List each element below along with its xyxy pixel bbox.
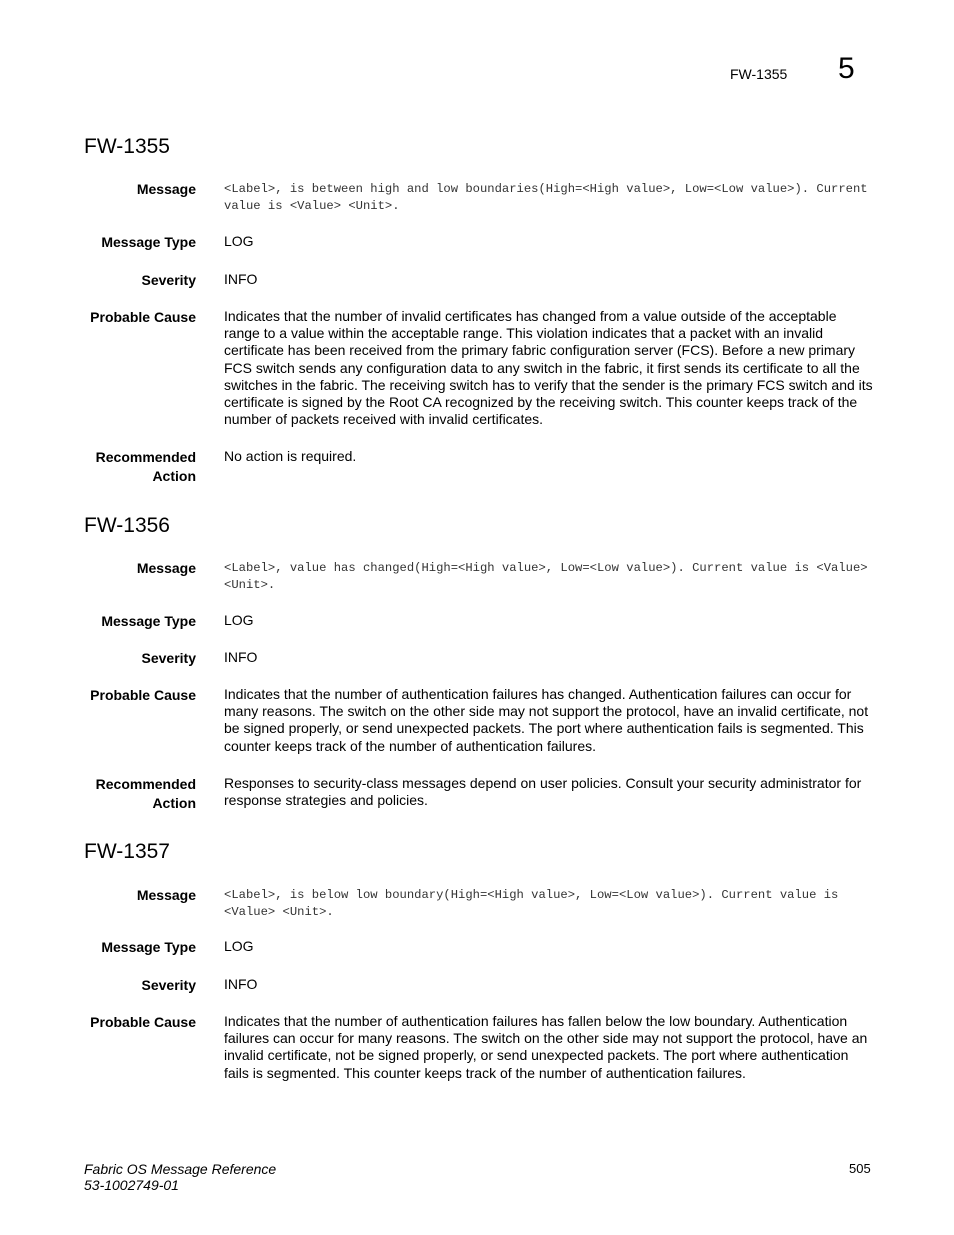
footer-page-number: 505 [849, 1161, 871, 1176]
severity-value: INFO [224, 976, 258, 992]
footer-doc-number: 53-1002749-01 [84, 1177, 179, 1193]
message-label: Message [136, 887, 196, 903]
severity-label: Severity [141, 272, 196, 288]
footer-doc-info [84, 1161, 276, 1193]
section-fw-1355 [84, 135, 884, 484]
message-type-label: Message Type [101, 234, 196, 250]
chapter-number: 5 [838, 52, 855, 85]
message-type-label: Message Type [101, 939, 196, 955]
section-fw-1356 [84, 514, 884, 811]
message-label: Message [136, 560, 196, 576]
running-header-title: FW-1355 [730, 66, 788, 82]
section-title: FW-1356 [84, 514, 170, 537]
message-type-value: LOG [224, 938, 254, 954]
message-type-value: LOG [224, 612, 254, 628]
severity-value: INFO [224, 649, 258, 665]
message-type-value: LOG [224, 233, 254, 249]
message-text: <Label>, value has changed(High=<High value>, Low=<Low value>). Current value is <Value> <Unit>. [224, 561, 868, 592]
probable-cause-label: Probable Cause [90, 1014, 196, 1030]
recommended-label-line2: Action [152, 795, 196, 811]
probable-cause-label: Probable Cause [90, 309, 196, 325]
severity-label: Severity [141, 977, 196, 993]
message-type-label: Message Type [101, 613, 196, 629]
message-text: <Label>, is below low boundary(High=<High value>, Low=<Low value>). Current value is <Value> <Unit>. [224, 888, 839, 919]
probable-cause-text: Indicates that the number of invalid certificates has changed from a value outside of the acceptable range to a value within the acceptable range. This violation indicates that a packet with an invalid certificate has been received from the primary fabric configuration server (FCS). Before a new primary FCS switch sends any configuration data to any switch in the fabric, it first sends its certificate to all the switches in the fabric. The receiving switch has to verify that the sender is the primary FCS switch and its certificate is signed by the Root CA recognized by the receiving switch. This counter keeps track of the number of packets received with invalid certificates. [224, 308, 873, 428]
probable-cause-text: Indicates that the number of authentication failures has changed. Authentication failures can occur for many reasons. The switch on the other side may not support the protocol, have an invalid certificate, not be signed properly, or send unexpected packets. The port where authentication fails is segmented. This counter keeps track of the number of authentication failures. [224, 686, 869, 754]
probable-cause-label: Probable Cause [90, 687, 196, 703]
footer-doc-title: Fabric OS Message Reference [84, 1161, 277, 1177]
message-label: Message [136, 181, 196, 197]
severity-label: Severity [141, 650, 196, 666]
section-fw-1357 [84, 840, 884, 1081]
recommended-action-text: Responses to security-class messages depend on user policies. Consult your security administrator for response strategies and policies. [224, 775, 862, 809]
recommended-action-label [84, 775, 196, 813]
recommended-action-label [84, 448, 196, 486]
section-title: FW-1357 [84, 840, 170, 863]
recommended-label-line2: Action [152, 468, 196, 484]
message-text: <Label>, is between high and low boundaries(High=<High value>, Low=<Low value>). Current value is <Value> <Unit>. [224, 182, 868, 213]
probable-cause-text: Indicates that the number of authentication failures has fallen below the low boundary. Authentication failures can occur for many reasons. The switch on the other side may not support the protocol, have an invalid certificate, not be signed properly, or send unexpected packets. The port where authentication fails is segmented. This counter keeps track of the number of authentication failures. [224, 1013, 868, 1081]
section-title: FW-1355 [84, 135, 170, 158]
severity-value: INFO [224, 271, 258, 287]
recommended-label-line1: Recommended [95, 449, 196, 465]
recommended-label-line1: Recommended [95, 776, 196, 792]
recommended-action-text: No action is required. [224, 448, 357, 464]
